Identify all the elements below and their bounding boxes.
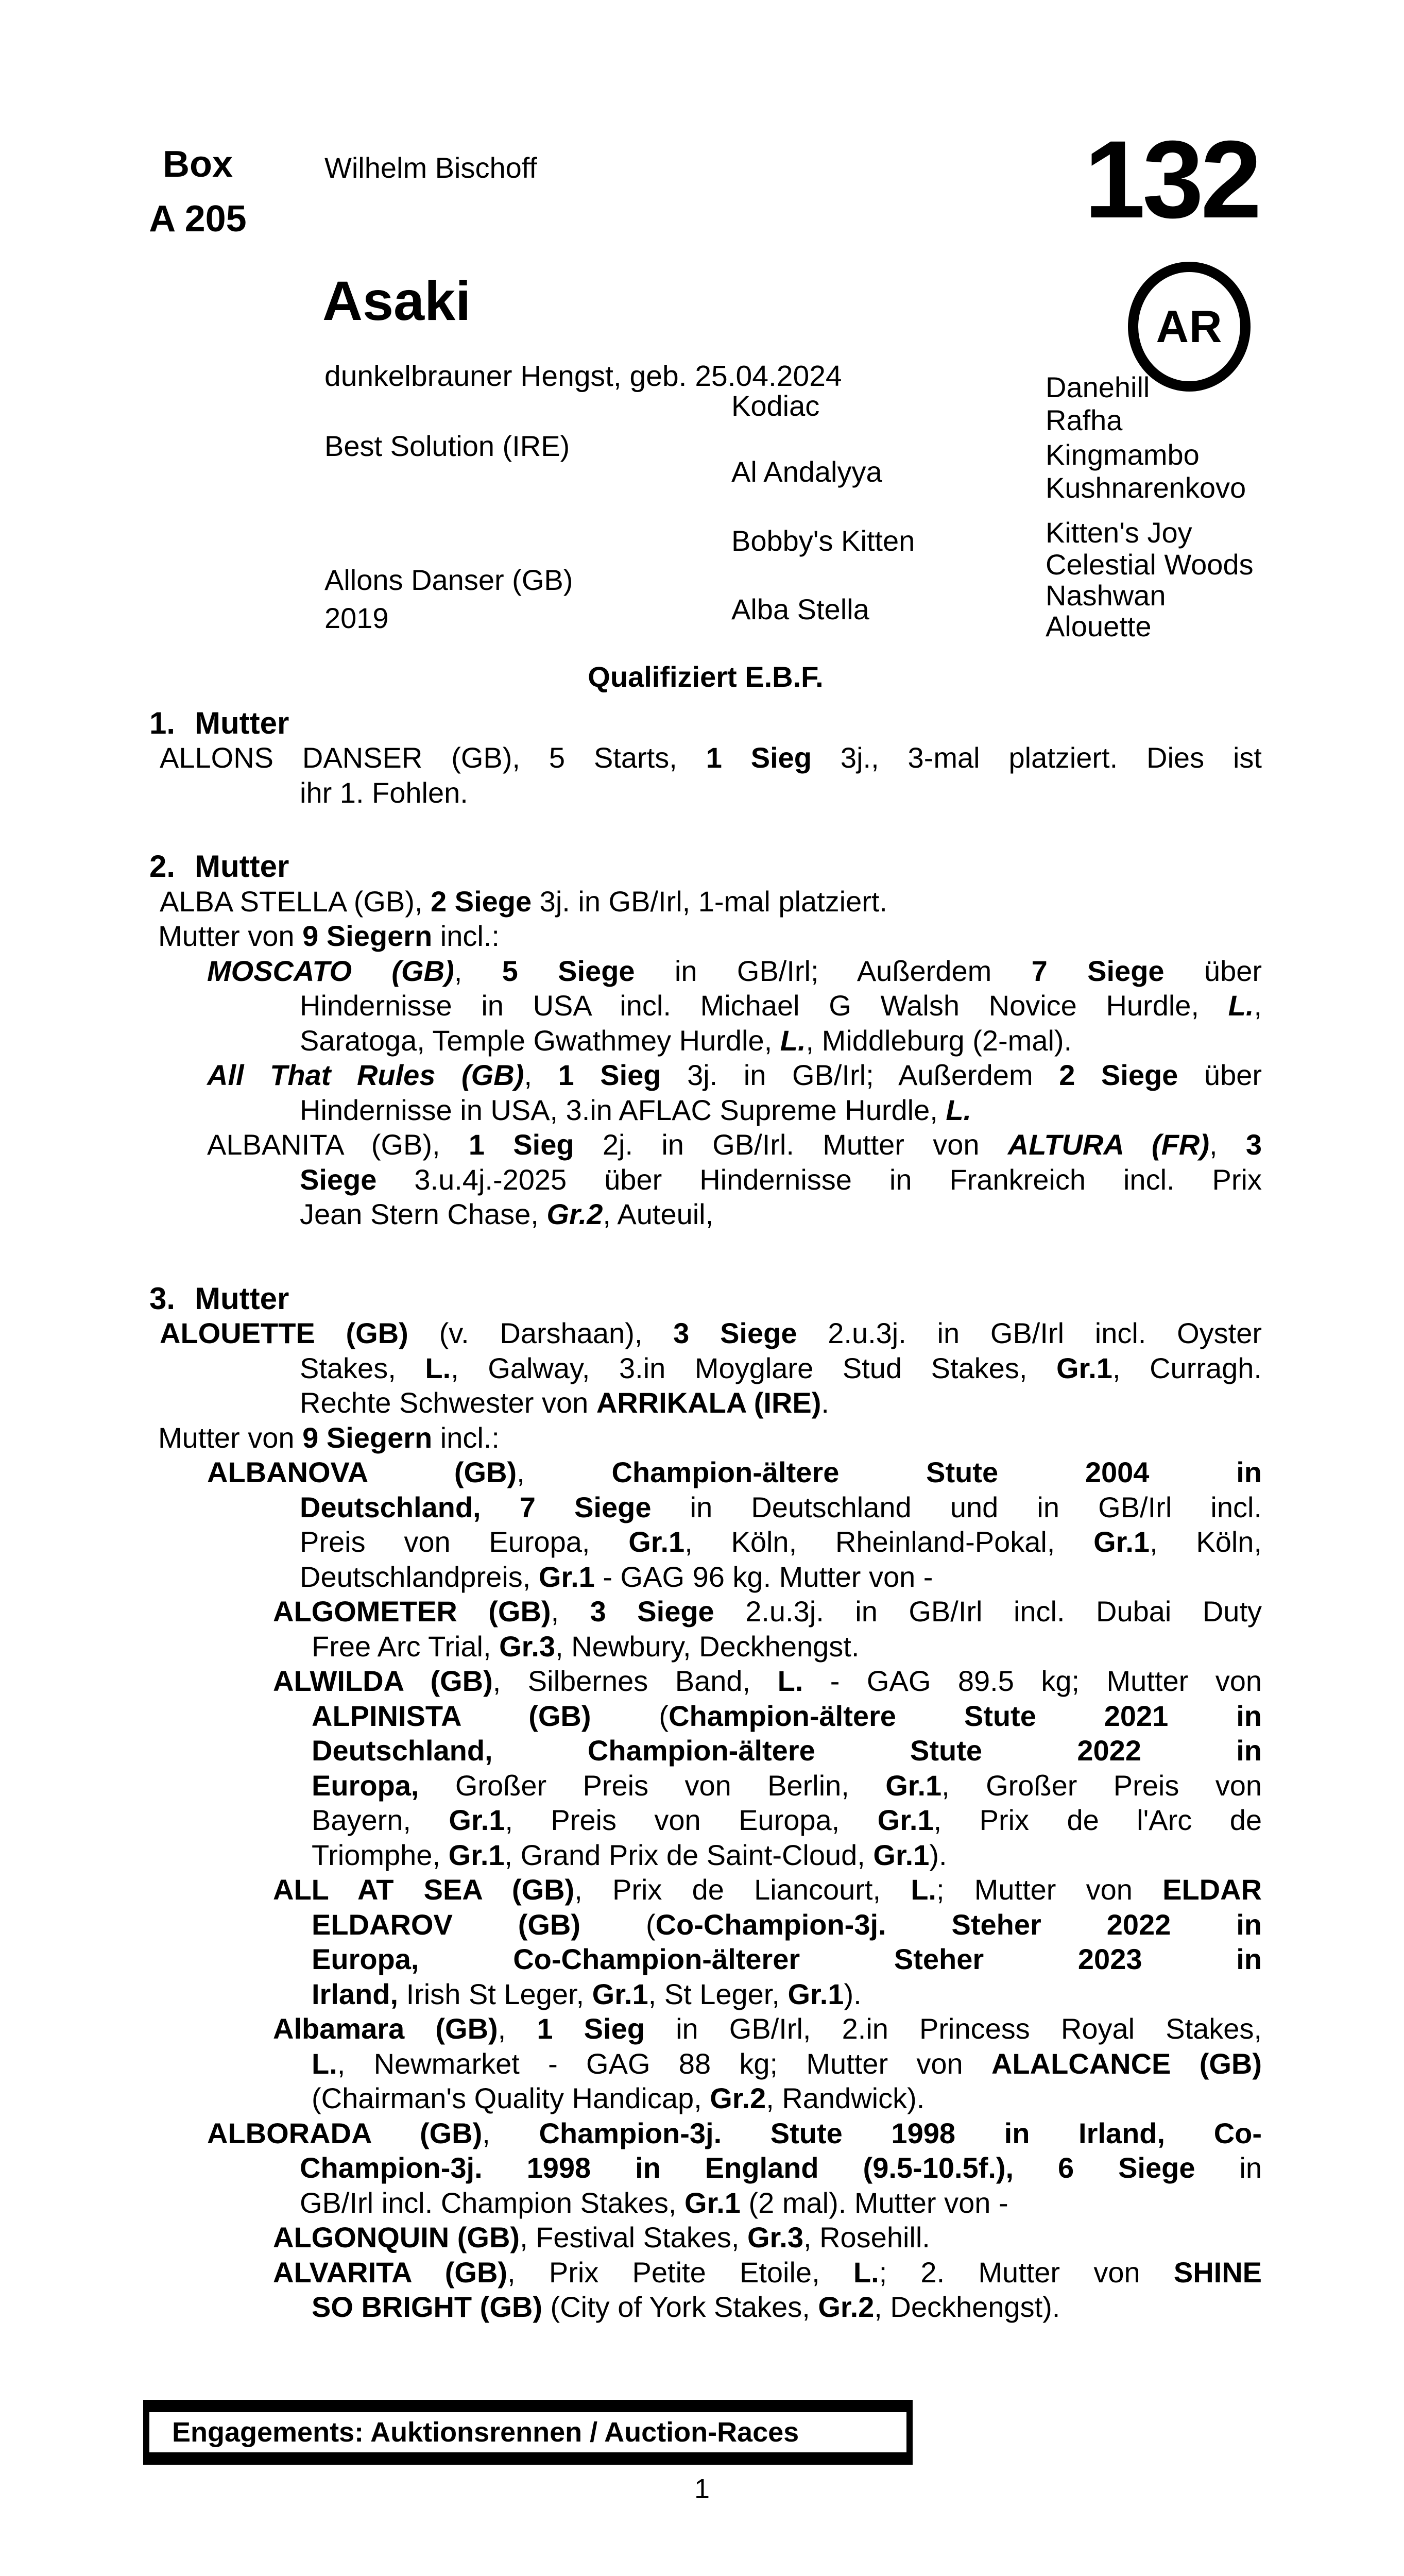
- page-number: 1: [694, 2473, 710, 2504]
- para-mutter-von-2: Mutter von 9 Siegern incl.:: [158, 920, 500, 952]
- para-albamara: Albamara (GB), 1 Sieg in GB/Irl, 2.in Princess Royal Stakes, L., Newmarket - GAG 88 kg; Mutter von ALALCANCE (GB) (Chairman's Quality Handicap, Gr.2, Randwick).: [273, 2012, 1262, 2114]
- engagements-box: [143, 2400, 913, 2465]
- consignor-name: Wilhelm Bischoff: [324, 151, 537, 184]
- pedigree-dam-sire: Bobby's Kitten: [731, 524, 915, 557]
- pedigree-ancestor: Rafha: [1046, 404, 1123, 436]
- pedigree-sire-dam: Al Andalyya: [731, 455, 882, 488]
- para-all-that-rules: All That Rules (GB), 1 Sieg 3j. in GB/Irl; Außerdem 2 Siege über Hindernisse in USA, 3.in AFLAC Supreme Hurdle, L.: [207, 1059, 1262, 1126]
- lot-number: 132: [1084, 118, 1259, 241]
- pedigree-ancestor: Kingmambo: [1046, 438, 1200, 471]
- para-moscato: MOSCATO (GB), 5 Siege in GB/Irl; Außerdem 7 Siege über Hindernisse in USA incl. Michael G Walsh Novice Hurdle, L., Saratoga, Temple Gwathmey Hurdle, L., Middleburg (2-mal).: [207, 954, 1262, 1057]
- horse-description: dunkelbrauner Hengst, geb. 25.04.2024: [324, 360, 842, 393]
- para-albanita: ALBANITA (GB), 1 Sieg 2j. in GB/Irl. Mutter von ALTURA (FR), 3 Siege 3.u.4j.-2025 über Hindernisse in Frankreich incl. Prix Jean Stern Chase, Gr.2, Auteuil,: [207, 1128, 1262, 1230]
- catalog-text: [149, 659, 1262, 2325]
- box-assignment: [140, 137, 255, 246]
- engagements-label: Engagements: Auktionsrennen / Auction-Races: [172, 2417, 799, 2448]
- pedigree-sire-sire: Kodiac: [731, 389, 820, 422]
- pedigree-ancestor: Nashwan: [1046, 579, 1166, 612]
- horse-name: Asaki: [322, 269, 471, 332]
- para-alwilda: ALWILDA (GB), Silbernes Band, L. - GAG 89.5 kg; Mutter von ALPINISTA (GB) (Champion-ältere Stute 2021 in Deutschland, Champion-ältere Stute 2022 in Europa, Großer Preis von Berlin, Gr.1, Großer Preis von Bayern, Gr.1, Preis von Europa, Gr.1, Prix de l'Arc de Triomphe, Gr.1, Grand Prix de Saint-Cloud, Gr.1).: [273, 1665, 1262, 1871]
- box-number: A 205: [149, 198, 247, 240]
- pedigree-sire: Best Solution (IRE): [324, 430, 570, 462]
- para-alvarita: ALVARITA (GB), Prix Petite Etoile, L.; 2. Mutter von SHINE SO BRIGHT (GB) (City of York Stakes, Gr.2, Deckhengst).: [273, 2256, 1262, 2323]
- pedigree-ancestor: Kitten's Joy: [1046, 516, 1192, 549]
- para-alba-stella: ALBA STELLA (GB), 2 Siege 3j. in GB/Irl, 1-mal platziert.: [160, 885, 887, 918]
- pedigree-dam: Allons Danser (GB): [324, 564, 573, 596]
- section-heading-1: 1. Mutter: [149, 705, 289, 740]
- para-algonquin: ALGONQUIN (GB), Festival Stakes, Gr.3, Rosehill.: [273, 2221, 930, 2253]
- brand-initials: AR: [1156, 301, 1223, 352]
- para-mutter-von-3: Mutter von 9 Siegern incl.:: [158, 1421, 500, 1454]
- para-all-at-sea: ALL AT SEA (GB), Prix de Liancourt, L.; Mutter von ELDAR ELDAROV (GB) (Co-Champion-3j. Steher 2022 in Europa, Co-Champion-älterer Steher 2023 in Irland, Irish St Leger, Gr.1, St Leger, Gr.1).: [273, 1873, 1262, 2010]
- para-albanova: ALBANOVA (GB), Champion-ältere Stute 2004 in Deutschland, 7 Siege in Deutschland und in GB/Irl incl. Preis von Europa, Gr.1, Köln, Rheinland-Pokal, Gr.1, Köln, Deutschlandpreis, Gr.1 - GAG 96 kg. Mutter von -: [207, 1456, 1262, 1593]
- para-algometer: ALGOMETER (GB), 3 Siege 2.u.3j. in GB/Irl incl. Dubai Duty Free Arc Trial, Gr.3, Newbury, Deckhengst.: [273, 1595, 1262, 1663]
- para-alouette: ALOUETTE (GB) (v. Darshaan), 3 Siege 2.u.3j. in GB/Irl incl. Oyster Stakes, L., Galway, 3.in Moyglare Stud Stakes, Gr.1, Curragh. Rechte Schwester von ARRIKALA (IRE).: [160, 1317, 1262, 1419]
- pedigree-dam-year: 2019: [324, 602, 389, 634]
- para-allons-danser: ALLONS DANSER (GB), 5 Starts, 1 Sieg 3j., 3-mal platziert. Dies ist ihr 1. Fohlen.: [160, 741, 1262, 809]
- pedigree-dam-dam: Alba Stella: [731, 593, 869, 625]
- pedigree-ancestor: Kushnarenkovo: [1046, 471, 1246, 504]
- pedigree-ancestor: Celestial Woods: [1046, 548, 1254, 581]
- ebf-qualifier: Qualifiziert E.B.F.: [588, 660, 824, 693]
- para-alborada: ALBORADA (GB), Champion-3j. Stute 1998 in Irland, Co- Champion-3j. 1998 in England (9.5-10.5f.), 6 Siege in GB/Irl incl. Champion Stakes, Gr.1 (2 mal). Mutter von -: [207, 2116, 1262, 2219]
- pedigree-ancestor: Alouette: [1046, 610, 1152, 642]
- pedigree-ancestor: Danehill: [1046, 371, 1150, 403]
- section-heading-3: 3. Mutter: [149, 1281, 289, 1316]
- box-label: Box: [162, 144, 233, 185]
- section-heading-2: 2. Mutter: [149, 849, 289, 884]
